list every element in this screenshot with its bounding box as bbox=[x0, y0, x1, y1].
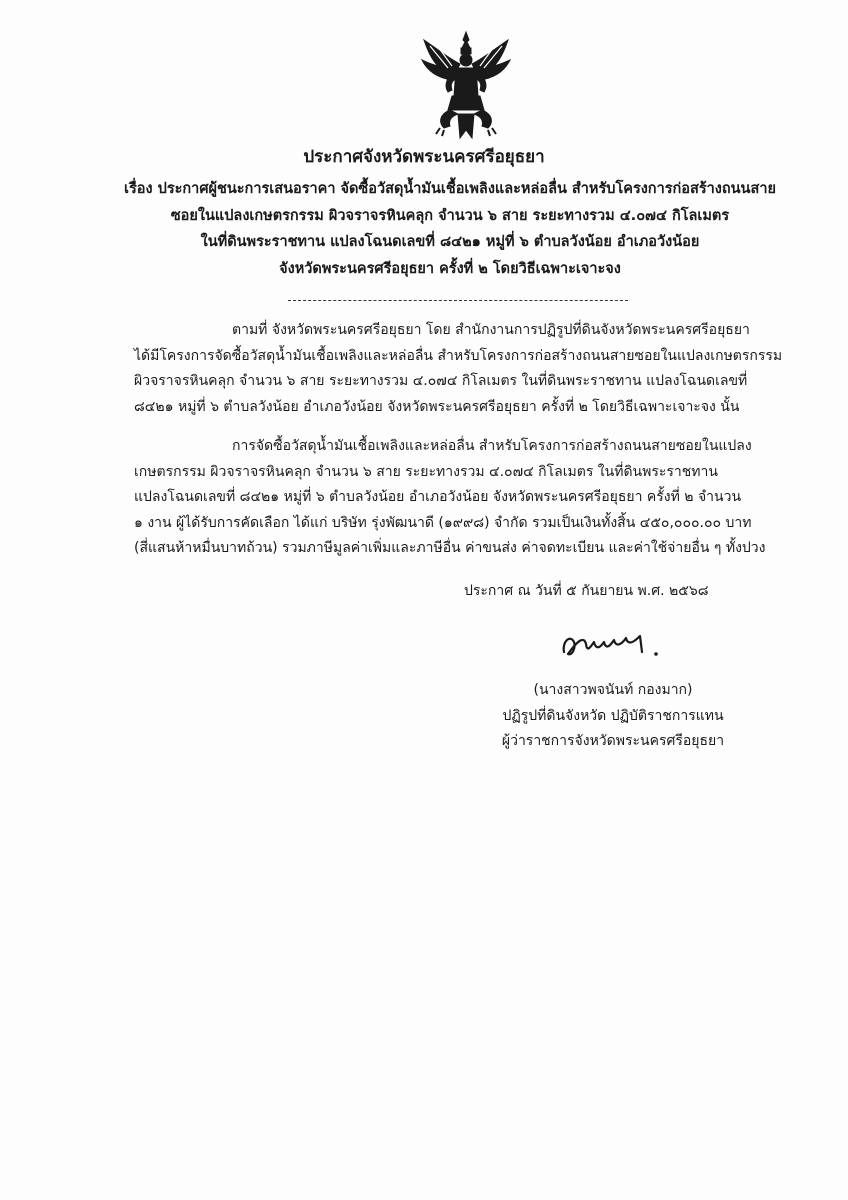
announcement-date: ประกาศ ณ วันที่ ๕ กันยายน พ.ศ. ๒๕๖๘ bbox=[464, 583, 709, 599]
paragraph-line: ได้มีโครงการจัดซื้อวัสดุน้ำมันเชื้อเพลิงและหล่อลื่น สำหรับโครงการก่อสร้างถนนสายซอยในแปลงเกษตรกรรม bbox=[134, 347, 783, 364]
subject-line: จังหวัดพระนครศรีอยุธยา ครั้งที่ ๒ โดยวิธีเฉพาะเจาะจง bbox=[279, 260, 621, 277]
section-divider bbox=[288, 300, 628, 301]
announcement-title: ประกาศจังหวัดพระนครศรีอยุธยา bbox=[303, 147, 545, 167]
handwritten-signature-icon bbox=[556, 622, 666, 668]
paragraph-line: การจัดซื้อวัสดุน้ำมันเชื้อเพลิงและหล่อลื่น สำหรับโครงการก่อสร้างถนนสายซอยในแปลง bbox=[232, 438, 752, 454]
paragraph-line: ตามที่ จังหวัดพระนครศรีอยุธยา โดย สำนักงานการปฏิรูปที่ดินจังหวัดพระนครศรีอยุธยา bbox=[232, 322, 750, 338]
subject-line: ในที่ดินพระราชทาน แปลงโฉนดเลขที่ ๘๔๒๑ หมู่ที่ ๖ ตำบลวังน้อย อำเภอวังน้อย bbox=[200, 234, 700, 250]
signer-position: ผู้ว่าราชการจังหวัดพระนครศรีอยุธยา bbox=[501, 733, 725, 749]
paragraph-background bbox=[134, 318, 783, 420]
announcement-subject bbox=[110, 176, 790, 282]
paragraph-line: ผิวจราจรหินคลุก จำนวน ๖ สาย ระยะทางรวม ๔.๐๗๔ กิโลเมตร ในที่ดินพระราชทาน แปลงโฉนดเลขที่ bbox=[134, 373, 748, 389]
subject-line: เรื่อง ประกาศผู้ชนะการเสนอราคา จัดซื้อวัสดุน้ำมันเชื้อเพลิงและหล่อลื่น สำหรับโครงการก่อสร้างถนนสาย bbox=[124, 181, 776, 197]
paragraph-award bbox=[134, 434, 774, 562]
signer-block bbox=[482, 678, 744, 755]
signer-name: (นางสาวพจนันท์ กองมาก) bbox=[533, 682, 693, 698]
paragraph-line: ๑ งาน ผู้ได้รับการคัดเลือก ได้แก่ บริษัท รุ่งพัฒนาดี (๑๙๙๘) จำกัด รวมเป็นเงินทั้งสิ้น ๔๕๐,๐๐๐.๐๐ บาท bbox=[134, 514, 752, 531]
paragraph-line: (สี่แสนห้าหมื่นบาทถ้วน) รวมภาษีมูลค่าเพิ่มและภาษีอื่น ค่าขนส่ง ค่าจดทะเบียน และค่าใช้จ่ายอื่น ๆ ทั้งปวง bbox=[134, 540, 766, 556]
paragraph-line: เกษตรกรรม ผิวจราจรหินคลุก จำนวน ๖ สาย ระยะทางรวม ๔.๐๗๔ กิโลเมตร ในที่ดินพระราชทาน bbox=[134, 463, 718, 480]
paragraph-line: ๘๔๒๑ หมู่ที่ ๖ ตำบลวังน้อย อำเภอวังน้อย จังหวัดพระนครศรีอยุธยา ครั้งที่ ๒ โดยวิธีเฉพาะเจาะจง นั้น bbox=[134, 398, 740, 415]
subject-line: ซอยในแปลงเกษตรกรรม ผิวจราจรหินคลุก จำนวน ๖ สาย ระยะทางรวม ๔.๐๗๔ กิโลเมตร bbox=[170, 207, 730, 224]
paragraph-line: แปลงโฉนดเลขที่ ๘๔๒๑ หมู่ที่ ๖ ตำบลวังน้อย อำเภอวังน้อย จังหวัดพระนครศรีอยุธยา ครั้งที่ ๒ จำนวน bbox=[134, 489, 742, 505]
signer-position: ปฏิรูปที่ดินจังหวัด ปฏิบัติราชการแทน bbox=[502, 707, 724, 724]
garuda-emblem-icon bbox=[418, 30, 514, 142]
